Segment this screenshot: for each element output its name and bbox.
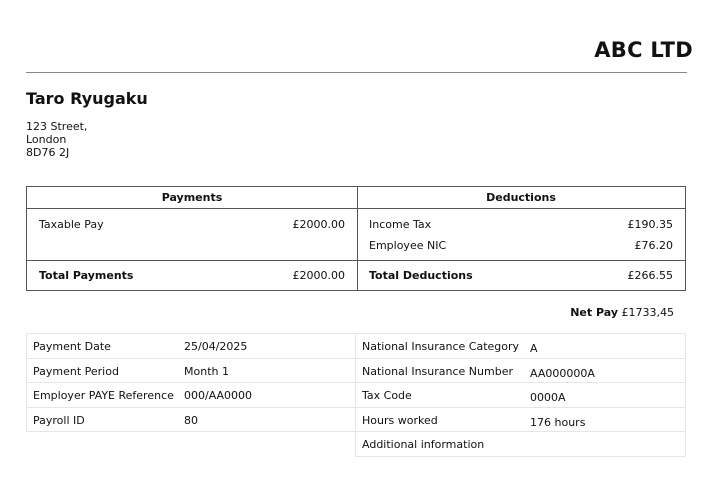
detail-key: Payroll ID bbox=[33, 413, 85, 427]
header-divider bbox=[26, 72, 687, 73]
deduction-line bbox=[369, 218, 673, 232]
detail-row bbox=[356, 432, 685, 457]
detail-value: 0000A bbox=[530, 391, 566, 404]
detail-value: AA000000A bbox=[530, 366, 595, 380]
detail-value: 25/04/2025 bbox=[184, 340, 248, 353]
detail-key: Payment Date bbox=[33, 340, 111, 353]
detail-key: National Insurance Number bbox=[362, 364, 513, 378]
total-payments-label: Total Payments bbox=[39, 269, 134, 282]
detail-row bbox=[27, 408, 355, 433]
detail-row bbox=[27, 359, 355, 384]
total-payments-amount: £2000.00 bbox=[292, 269, 345, 282]
detail-row bbox=[27, 334, 355, 359]
employee-address bbox=[26, 120, 87, 159]
address-line: 123 Street, bbox=[26, 120, 88, 133]
detail-value: A bbox=[530, 342, 538, 355]
deductions-total-row bbox=[357, 260, 685, 292]
detail-key: National Insurance Category bbox=[362, 340, 520, 353]
payments-total-row bbox=[27, 260, 357, 292]
detail-value: 176 hours bbox=[530, 415, 586, 429]
deduction-label: Employee NIC bbox=[369, 239, 447, 252]
detail-value: 000/AA0000 bbox=[184, 389, 253, 402]
detail-row bbox=[356, 408, 685, 433]
net-pay-amount: £1733,45 bbox=[621, 306, 674, 319]
address-line: London bbox=[26, 133, 67, 146]
detail-key: Employer PAYE Reference bbox=[33, 389, 174, 402]
payment-amount: £2000.00 bbox=[292, 218, 345, 231]
detail-row bbox=[356, 383, 685, 408]
address-line: 8D76 2J bbox=[26, 146, 70, 159]
detail-value: 80 bbox=[184, 413, 198, 427]
payments-header: Payments bbox=[27, 187, 357, 209]
total-deductions-label: Total Deductions bbox=[369, 269, 473, 282]
detail-key: Payment Period bbox=[33, 364, 119, 378]
detail-row bbox=[356, 359, 685, 384]
payment-line bbox=[39, 218, 345, 232]
detail-row bbox=[27, 383, 355, 408]
total-deductions-amount: £266.55 bbox=[627, 269, 673, 282]
deductions-column bbox=[357, 187, 685, 290]
detail-key: Hours worked bbox=[362, 413, 438, 427]
payment-label: Taxable Pay bbox=[39, 218, 104, 231]
payment-details-left bbox=[26, 333, 356, 432]
net-pay-label: Net Pay bbox=[570, 306, 618, 319]
net-pay bbox=[570, 306, 674, 319]
deduction-amount: £76.20 bbox=[634, 239, 673, 252]
deduction-label: Income Tax bbox=[369, 218, 432, 231]
deduction-line bbox=[369, 239, 673, 253]
detail-key: Tax Code bbox=[362, 389, 412, 402]
detail-value: Month 1 bbox=[184, 364, 229, 378]
payments-deductions-table bbox=[26, 186, 686, 291]
payments-column bbox=[27, 187, 358, 290]
deduction-amount: £190.35 bbox=[627, 218, 673, 231]
detail-key: Additional information bbox=[362, 438, 485, 451]
detail-row bbox=[356, 334, 685, 359]
company-name: ABC LTD bbox=[594, 38, 693, 62]
deductions-header: Deductions bbox=[357, 187, 685, 209]
payment-details-right bbox=[355, 333, 686, 457]
employee-name: Taro Ryugaku bbox=[26, 89, 148, 108]
